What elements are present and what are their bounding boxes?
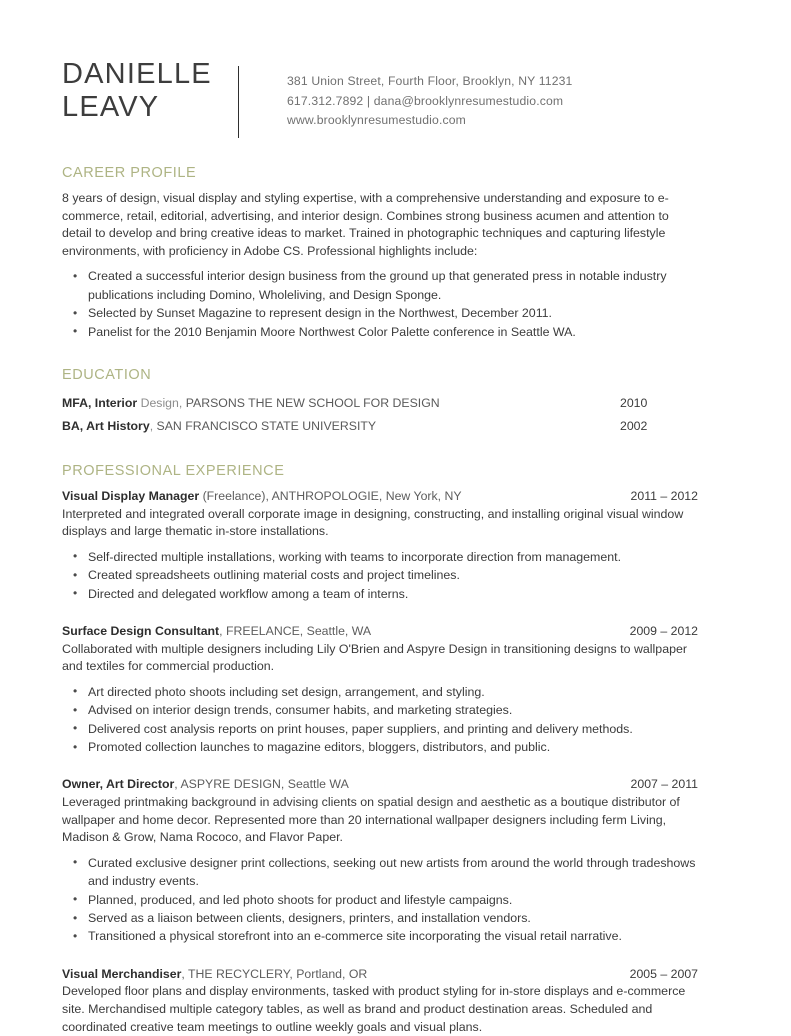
career-profile-heading: CAREER PROFILE [62,165,197,181]
education-year: 2010 [620,396,648,410]
job-role: Owner, Art Director [62,777,175,792]
list-item: • Served as a liaison between clients, designers, printers, and installation vendors. [62,909,698,927]
job-title [62,623,602,641]
job-description: Leveraged printmaking background in advising clients on spatial design and aesthetic as a boutique distributor of wallpaper and home decor. Represented more than 20 international wallpaper designers including ferm Living, Madison & Grow, Nama Rococo, and Flavor Paper. [62,795,680,845]
career-profile-highlights [62,267,698,341]
section-career-profile [62,165,698,341]
job-dates: 2009 – 2012 [629,624,698,638]
list-item: • Panelist for the 2010 Benjamin Moore Northwest Color Palette conference in Seattle WA. [62,323,698,341]
list-item: • Art directed photo shoots including set design, arrangement, and styling. [62,683,698,701]
job-company: (Freelance), ANTHROPOLOGIE, New York, NY [199,489,462,503]
job-header [62,966,698,984]
spacer [62,437,698,463]
job-description: Interpreted and integrated overall corporate image in designing, constructing, and installing original visual window displays and large thematic in-store installations. [62,506,684,539]
education-heading: EDUCATION [62,367,152,383]
job-dates: 2011 – 2012 [630,489,698,503]
education-degree [62,392,620,415]
job-role: Surface Design Consultant [62,624,220,638]
list-item: • Delivered cost analysis reports on print houses, paper suppliers, and printing and delivery methods. [62,720,698,738]
job-role: Visual Display Manager [62,489,200,503]
job-achievements [62,854,698,946]
job-header [62,488,698,506]
job-achievements [62,683,698,757]
contact-address: 381 Union Street, Fourth Floor, Brooklyn, NY 11231 [287,74,573,88]
header-divider-rule [238,66,239,138]
list-item: • Curated exclusive designer print collections, seeking out new artists from around the world through tradeshows and industry events. [62,854,698,891]
list-item: • Selected by Sunset Magazine to represent design in the Northwest, December 2011. [62,304,698,322]
education-institution: PARSONS THE NEW SCHOOL FOR DESIGN [182,396,440,410]
list-item: • Transitioned a physical storefront into an e-commerce site incorporating the visual retail narrative. [62,927,698,945]
education-entry [62,415,698,438]
section-education [62,367,698,437]
list-item: • Created spreadsheets outlining material costs and project timelines. [62,566,698,584]
experience-heading: PROFESSIONAL EXPERIENCE [62,463,285,479]
resume-body [62,165,698,1036]
education-degree-light: Design, [137,396,183,410]
job-company: , THE RECYCLERY, Portland, OR [181,966,368,981]
experience-entry [62,623,698,756]
job-title [62,488,602,506]
candidate-name [62,58,238,124]
experience-entry [62,776,698,945]
spacer [62,756,698,776]
experience-entry [62,966,698,1036]
list-item: • Directed and delegated workflow among a team of interns. [62,585,698,603]
education-degree-light: , [149,418,154,433]
education-entry [62,392,698,415]
contact-phone-email: 617.312.7892 | dana@brooklynresumestudio.com [287,93,564,108]
job-role: Visual Merchandiser [62,966,182,981]
education-institution: SAN FRANCISCO STATE UNIVERSITY [153,418,377,433]
education-degree [62,415,620,438]
contact-info [287,58,572,131]
job-achievements [62,548,698,603]
spacer [62,341,698,367]
job-description: Developed floor plans and display environments, tasked with product styling for in-store displays and e-commerce site. Merchandised multiple category tables, as well as brand and product destination areas. Scheduled and coordinated creative team meetings to outline weekly goals and visual plans. [62,984,686,1034]
education-year: 2002 [620,418,648,433]
job-title [62,966,602,984]
education-degree-bold: MFA, Interior [62,396,138,410]
career-profile-paragraph: 8 years of design, visual display and styling expertise, with a comprehensive understanding and exposure to e-commerce, retail, editorial, advertising, and interior design. Combines strong business acumen and attention to detail to develop and bring creative ideas to market. Trained in photographic techniques and capturing lifestyle environments, with proficiency in Adobe CS. Professional highlights include: [62,191,669,258]
job-company: , ASPYRE DESIGN, Seattle WA [174,777,349,792]
list-item: • Created a successful interior design business from the ground up that generated press in notable industry publications including Domino, Wholeliving, and Design Sponge. [62,267,698,304]
job-header [62,776,698,794]
spacer [62,603,698,623]
list-item: • Promoted collection launches to magazine editors, bloggers, distributors, and public. [62,738,698,756]
candidate-name-line-1: DANIELLE [62,58,212,90]
contact-website[interactable]: www.brooklynresumestudio.com [287,113,466,127]
spacer [62,946,698,966]
candidate-name-line-2: LEAVY [62,91,160,123]
list-item: • Planned, produced, and led photo shoots for product and lifestyle campaigns. [62,891,698,909]
section-professional-experience [62,463,698,1036]
job-title [62,776,602,794]
list-item: • Advised on interior design trends, consumer habits, and marketing strategies. [62,701,698,719]
list-item: • Self-directed multiple installations, working with teams to incorporate direction from management. [62,548,698,566]
job-header [62,623,698,641]
job-company: , FREELANCE, Seattle, WA [219,624,372,638]
education-degree-bold: BA, Art History [62,418,150,433]
job-description: Collaborated with multiple designers including Lily O'Brien and Aspyre Design in transitioning designs to wallpaper and textiles for commercial production. [62,641,687,674]
job-dates: 2005 – 2007 [629,966,698,981]
job-dates: 2007 – 2011 [630,777,698,792]
resume-header [62,58,731,138]
experience-entry [62,488,698,603]
